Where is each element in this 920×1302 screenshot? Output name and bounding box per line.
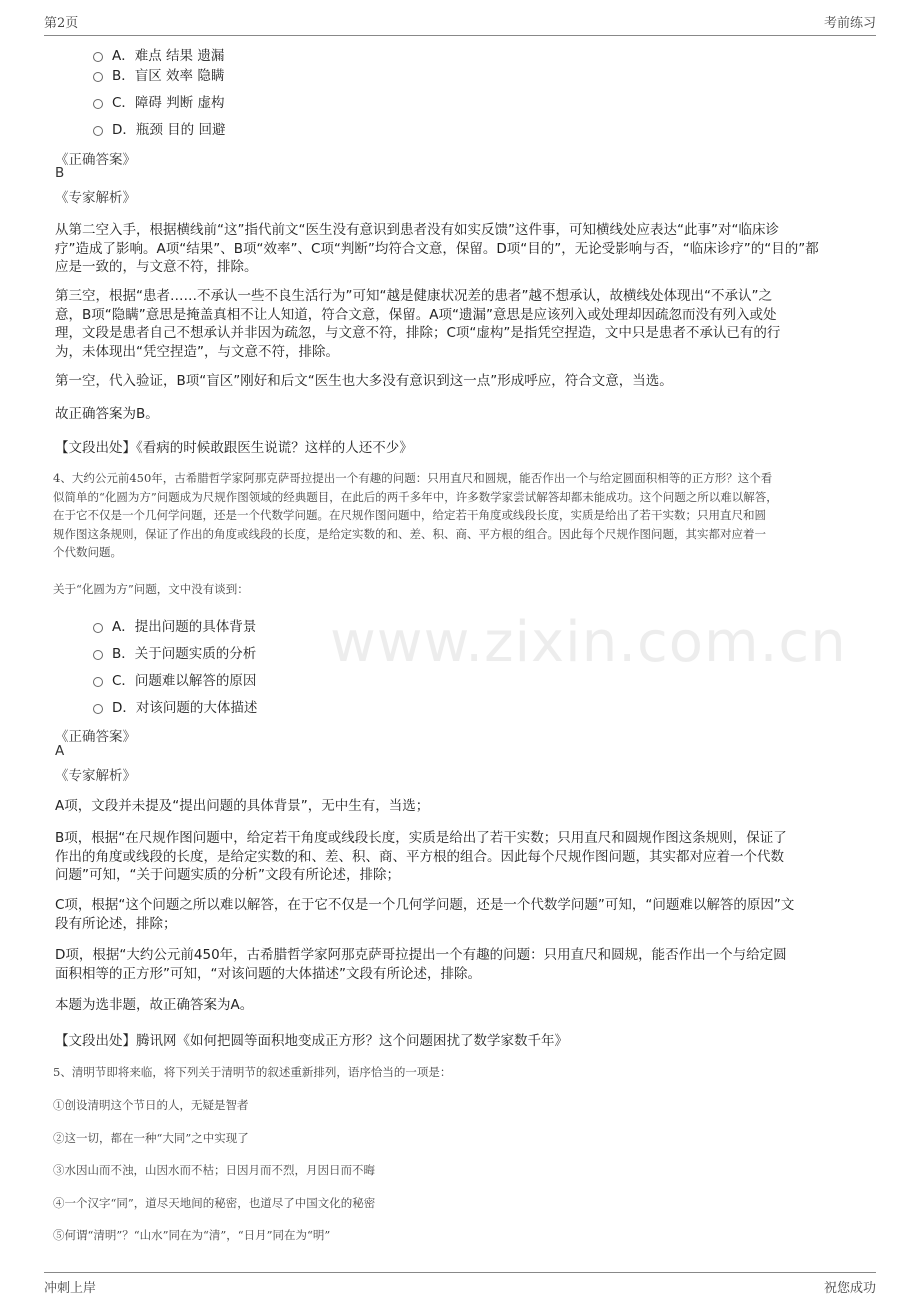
page-header: [44, 12, 876, 36]
q5-item-3: ③水因山而不浊，山因水而不枯；日因月而不烈，月因日而不晦: [53, 1163, 375, 1177]
radio-icon[interactable]: [93, 623, 103, 633]
q4-analysis-label: 《专家解析》: [55, 768, 136, 784]
option-label: C．问题难以解答的原因: [112, 673, 257, 689]
q5-item-2: ②这一切，都在一种“大同”之中实现了: [53, 1131, 249, 1145]
radio-icon[interactable]: [93, 52, 103, 62]
q3-analysis-label: 《专家解析》: [55, 190, 136, 206]
radio-icon[interactable]: [93, 72, 103, 82]
q3-answer-label: 《正确答案》: [55, 152, 136, 168]
option-label: B．盲区 效率 隐瞒: [112, 68, 225, 84]
q4-answer-label: 《正确答案》: [55, 729, 136, 745]
page-number: 第2页: [44, 16, 79, 31]
q4-source: 【文段出处】腾讯网《如何把圆等面积地变成正方形？这个问题困扰了数学家数千年》: [55, 1033, 568, 1049]
q3-option-b[interactable]: [93, 64, 224, 84]
q3-option-a[interactable]: [93, 44, 224, 64]
q3-option-d[interactable]: [93, 118, 225, 138]
q4-analysis-a: A项，文段并未提及“提出问题的具体背景”，无中生有，当选；: [55, 798, 430, 814]
q4-option-d[interactable]: [93, 696, 257, 716]
q3-source: 【文段出处】《看病的时候敢跟医生说谎？这样的人还不少》: [55, 440, 413, 456]
q5-stem: 5、清明节即将来临，将下列关于清明节的叙述重新排列，语序恰当的一项是：: [53, 1065, 452, 1079]
q4-question: 关于“化圆为方”问题，文中没有谈到：: [53, 582, 249, 596]
q4-analysis-e: 本题为选非题，故正确答案为A。: [55, 997, 254, 1013]
q3-analysis-p3: 第一空，代入验证，B项“盲区”刚好和后文“医生也大多没有意识到这一点”形成呼应，符合文意，当选。: [55, 373, 673, 389]
q4-analysis-d: D项，根据“大约公元前450年，古希腊哲学家阿那克萨哥拉提出一个有趣的问题：只用直尺和圆规，能否作出一个与给定圆 面积相等的正方形”可知，“对该问题的大体描述”文段有所论述，排除。: [55, 947, 787, 982]
q4-analysis-c: C项，根据“这个问题之所以难以解答，在于它不仅是一个几何学问题，还是一个代数学问题”可知，“问题难以解答的原因”文 段有所论述，排除；: [55, 897, 795, 932]
option-label: C．障碍 判断 虚构: [112, 95, 225, 111]
footer-right: 祝您成功: [823, 1281, 876, 1296]
option-label: D．瓶颈 目的 回避: [112, 122, 226, 138]
q5-item-5: ⑤何谓“清明”？“山水”同在为“清”，“日月”同在为“明”: [53, 1228, 331, 1242]
q4-option-c[interactable]: [93, 669, 256, 689]
q3-option-c[interactable]: [93, 91, 225, 111]
radio-icon[interactable]: [93, 650, 103, 660]
q4-stem: 4、大约公元前450年，古希腊哲学家阿那克萨哥拉提出一个有趣的问题：只用直尺和圆规，能否作出一个与给定圆面积相等的正方形？这个看 似简单的“化圆为方”问题成为尺规作图领域的经典题目，在此后的两千多年中，许多数学家尝试解答却都未能成功。这个问题之所以难以解答， 在于它不仅是一个几何学问题，还是一个代数学问题。在尺规作图问题中，给定若干角度或线段长度，实质是给出了若干实数；只用直尺和圆 规作图这条规则，保证了作出的角度或线段的长度，是给定实数的和、差、积、商、平方根的组合。因此每个尺规作图问题，其实都对应着一 个代数问题。: [53, 471, 778, 559]
radio-icon[interactable]: [93, 704, 103, 714]
option-label: A．提出问题的具体背景: [112, 619, 257, 635]
watermark: www.zixin.com.cn: [330, 610, 847, 675]
q5-item-1: ①创设清明这个节日的人，无疑是智者: [53, 1098, 249, 1112]
header-title: 考前练习: [823, 16, 876, 31]
q3-analysis-p4: 故正确答案为B。: [55, 406, 159, 422]
option-label: D．对该问题的大体描述: [112, 700, 258, 716]
q4-option-a[interactable]: [93, 615, 256, 635]
radio-icon[interactable]: [93, 99, 103, 109]
q4-answer: A: [55, 743, 65, 759]
q3-analysis-p2: 第三空，根据“患者……不承认一些不良生活行为”可知“越是健康状况差的患者”越不想承认，故横线处体现出“不承认”之 意，B项“隐瞒”意思是掩盖真相不让人知道，符合文意，保留。A项“遗漏”意思是应该列入或处理却因疏忽而没有列入或处 理，文段是患者自己不想承认并非因为疏忽，与文意不符，排除；C项“虚构”是指凭空捏造，文中只是患者不承认已有的行 为，未体现出“凭空捏造”，与文意不符，排除。: [55, 288, 781, 360]
radio-icon[interactable]: [93, 126, 103, 136]
q3-answer: B: [55, 165, 65, 181]
q3-analysis-p1: 从第二空入手，根据横线前“这”指代前文“医生没有意识到患者没有如实反馈”这件事，可知横线处应表达“此事”对“临床诊 疗”造成了影响。A项“结果”、B项“效率”、C项“判断”均符合文意，保留。D项“目的”，无论受影响与否，“临床诊疗”的“目的”都 应是一致的，与文意不符，排除。: [55, 222, 819, 275]
q4-option-b[interactable]: [93, 642, 256, 662]
q4-analysis-b: B项，根据“在尺规作图问题中，给定若干角度或线段长度，实质是给出了若干实数；只用直尺和圆规作图这条规则，保证了 作出的角度或线段的长度，是给定实数的和、差、积、商、平方根的组合。因此每个尺规作图问题，其实都对应着一个代数 问题”可知，“关于问题实质的分析”文段有所论述，排除；: [55, 830, 787, 883]
radio-icon[interactable]: [93, 677, 103, 687]
option-label: A．难点 结果 遗漏: [112, 48, 225, 64]
q5-item-4: ④一个汉字“同”，道尽天地间的秘密，也道尽了中国文化的秘密: [53, 1196, 376, 1210]
option-label: B．关于问题实质的分析: [112, 646, 257, 662]
footer-left: 冲刺上岸: [44, 1281, 97, 1296]
page-footer: [44, 1272, 876, 1296]
